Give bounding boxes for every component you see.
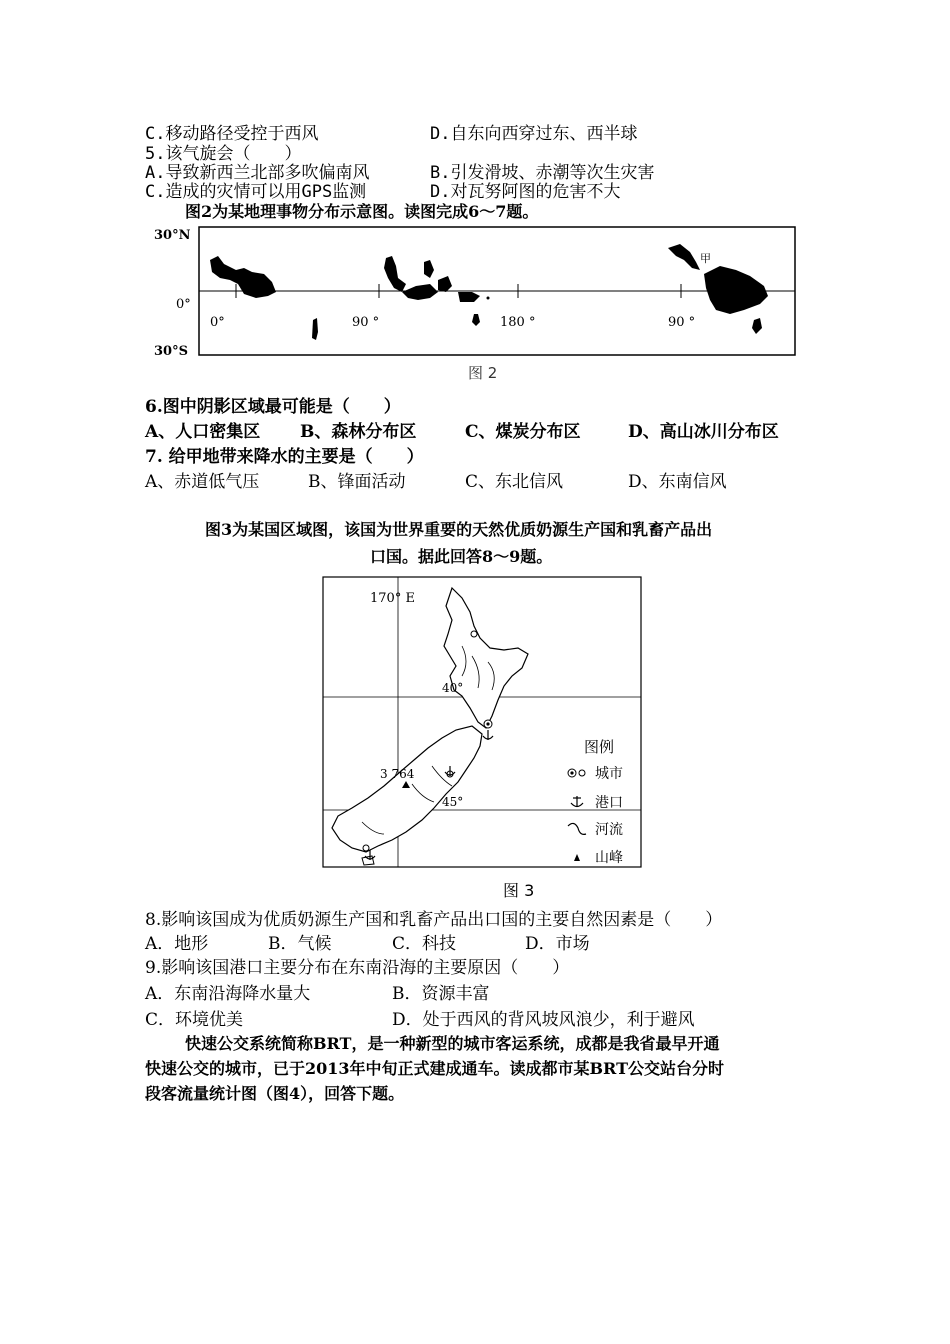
fig3-caption: 图 3 (503, 881, 535, 900)
q5-option-a: A.导致新西兰北部多吹偏南风 (145, 163, 370, 183)
legend-river-icon (568, 823, 586, 834)
figure-3-map (322, 576, 642, 868)
legend-port-icon (571, 796, 583, 807)
fig2-lat-30s: 30°S (154, 344, 188, 359)
q9-option-b: B．资源丰富 (392, 984, 490, 1004)
central-america-shade (668, 244, 700, 270)
new-guinea-shade (458, 292, 480, 302)
q7-option-c: C、东北信风 (465, 472, 564, 492)
se-asia-shade (384, 256, 406, 292)
q7-stem: 7. 给甲地带来降水的主要是（ ） (145, 447, 424, 467)
legend-city-icon (579, 770, 585, 776)
q6-option-b: B、森林分布区 (300, 422, 417, 442)
figure-2-map (140, 222, 800, 382)
fig3-lon-label: 170° E (370, 591, 415, 606)
q7-option-b: B、锋面活动 (308, 472, 406, 492)
fig2-caption: 图 2 (468, 364, 498, 382)
fig2-lon-90w: 90 ° (668, 315, 696, 330)
q8-option-c: C．科技 (392, 934, 457, 954)
city-marker (486, 722, 489, 725)
small-island (487, 297, 490, 300)
brt-passage-line2: 快速公交的城市，已于2013年中旬正式建成通车。读成都市某BRT公交站台分时 (145, 1059, 724, 1078)
fig2-label-jia: 甲 (700, 252, 711, 265)
q9-stem: 9.影响该国港口主要分布在东南沿海的主要原因（ ） (145, 958, 570, 978)
q7-option-d: D、东南信风 (628, 472, 727, 492)
legend-title: 图例 (584, 738, 615, 756)
fig2-lon-0: 0° (210, 315, 225, 330)
q5-stem: 5.该气旋会（ ） (145, 144, 302, 164)
fig2-lon-180: 180 ° (500, 315, 536, 330)
fig3-intro-line2: 口国。据此回答8～9题。 (370, 547, 553, 566)
island-shade-sw (312, 318, 318, 340)
q7-option-a: A、赤道低气压 (145, 472, 260, 492)
sa-south-shade (752, 318, 762, 334)
legend-city-icon (570, 771, 573, 774)
north-island (444, 588, 528, 728)
legend-city: 城市 (595, 766, 623, 782)
indonesia-shade (402, 284, 438, 300)
stewart-island (362, 856, 374, 865)
q9-option-d: D．处于西风的背风坡风浪少，利于避风 (392, 1010, 695, 1030)
q8-option-a: A．地形 (145, 934, 209, 954)
brt-passage-line1: 快速公交系统简称BRT，是一种新型的城市客运系统，成都是我省最早开通 (185, 1034, 720, 1053)
q8-option-b: B．气候 (268, 934, 332, 954)
legend-port: 港口 (595, 795, 623, 811)
africa-shade (210, 256, 276, 298)
fig2-lat-30n: 30°N (154, 228, 191, 243)
legend-peak: 山峰 (595, 850, 623, 866)
q6-option-d: D、高山冰川分布区 (628, 422, 779, 442)
city-marker (471, 631, 477, 637)
q8-stem: 8.影响该国成为优质奶源生产国和乳畜产品出口国的主要自然因素是（ ） (145, 910, 723, 930)
islands-shade (472, 314, 480, 326)
q5-option-d: D.对瓦努阿图的危害不大 (430, 182, 621, 202)
city-marker (363, 845, 369, 851)
fig3-lat-40: 40° (442, 681, 464, 695)
south-island (332, 726, 482, 852)
small-island (428, 266, 432, 270)
fig3-peak-height: 3 764 (380, 767, 415, 781)
brt-passage-line3: 段客流量统计图（图4），回答下题。 (145, 1084, 405, 1103)
south-america-shade (704, 266, 768, 314)
q6-option-a: A、人口密集区 (145, 422, 261, 442)
legend-river: 河流 (595, 822, 623, 838)
q6-stem: 6.图中阴影区域最可能是（ ） (145, 397, 401, 417)
fig2-lat-0: 0° (176, 297, 191, 312)
q5-option-b: B.引发滑坡、赤潮等次生灾害 (430, 163, 655, 183)
fig3-intro-line1: 图3为某国区域图，该国为世界重要的天然优质奶源生产国和乳畜产品出 (205, 520, 713, 539)
q9-option-a: A．东南沿海降水量大 (145, 984, 311, 1004)
fig2-lon-90e: 90 ° (352, 315, 380, 330)
q5-option-c: C.造成的灾情可以用GPS监测 (145, 182, 367, 202)
port-marker (483, 730, 493, 740)
q8-option-d: D．市场 (525, 934, 590, 954)
q9-option-c: C．环境优美 (145, 1010, 244, 1030)
q6-option-c: C、煤炭分布区 (465, 422, 581, 442)
q4-option-c: C.移动路径受控于西风 (145, 124, 319, 144)
q4-option-d: D.自东向西穿过东、西半球 (430, 124, 638, 144)
fig3-lat-45: 45° (442, 795, 464, 809)
borneo-shade (438, 276, 452, 292)
fig2-intro: 图2为某地理事物分布示意图。读图完成6～7题。 (185, 202, 539, 221)
legend-peak-icon (574, 854, 580, 861)
